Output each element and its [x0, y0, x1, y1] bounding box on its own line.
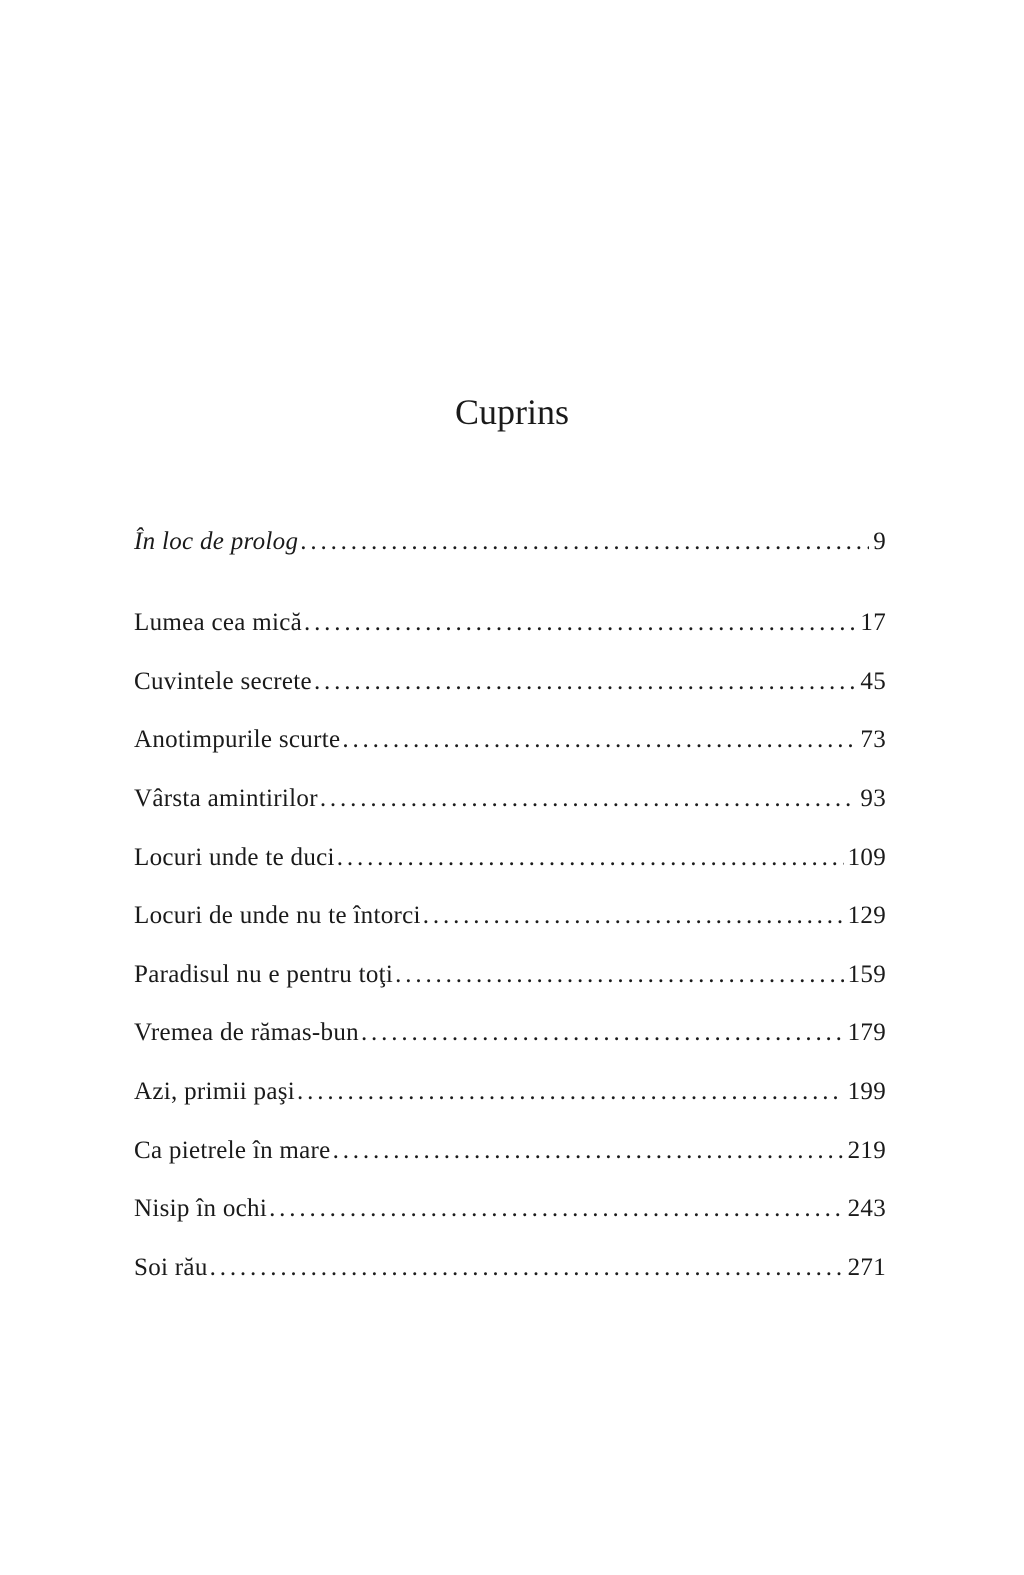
dot-leader: [361, 1015, 844, 1051]
toc-entry-prolog: [134, 524, 886, 560]
dot-leader: [320, 781, 857, 817]
toc-entry-title: Soi rău: [134, 1254, 208, 1281]
dot-leader: [395, 957, 843, 993]
toc-entry: [134, 722, 886, 758]
dot-leader: [423, 898, 844, 934]
toc-entry-title: Nisip în ochi: [134, 1195, 268, 1222]
toc-entry: [134, 1191, 886, 1227]
dot-leader: [342, 722, 856, 758]
toc-entry-page: 9: [873, 528, 886, 555]
dot-leader: [210, 1250, 844, 1286]
toc-entry: [134, 664, 886, 700]
dot-leader: [304, 605, 856, 641]
toc-entry-page: 93: [860, 785, 886, 812]
dot-leader: [314, 664, 856, 700]
toc-entry: [134, 1074, 886, 1110]
dot-leader: [337, 840, 844, 876]
toc-entry-page: 17: [860, 609, 886, 636]
toc-entry-title: Locuri de unde nu te întorci: [134, 902, 421, 929]
dot-leader: [269, 1191, 844, 1227]
toc-entry-page: 159: [847, 961, 886, 988]
page-title: Cuprins: [454, 392, 569, 432]
toc-entry-title: Locuri unde te duci: [134, 844, 335, 871]
toc-entry: [134, 1133, 886, 1169]
toc-entry-page: 219: [847, 1137, 886, 1164]
toc-entry-title: Vârsta amintirilor: [134, 785, 318, 812]
toc-entry-title: Vremea de rămas-bun: [134, 1019, 359, 1046]
toc-entry-page: 129: [847, 902, 886, 929]
toc-entry-page: 179: [847, 1019, 886, 1046]
toc-entry-page: 73: [860, 726, 886, 753]
toc-entry-title: Cuvintele secrete: [134, 668, 312, 695]
toc-entry: [134, 957, 886, 993]
dot-leader: [297, 1074, 844, 1110]
toc-entry-page: 243: [847, 1195, 886, 1222]
toc-entry: [134, 898, 886, 934]
toc-entry: [134, 605, 886, 641]
toc-entry-title: Lumea cea mică: [134, 609, 302, 636]
toc-entry-title: Azi, primii paşi: [134, 1078, 296, 1105]
toc-entry-page: 109: [847, 844, 886, 871]
toc-entry-title: Anotimpurile scurte: [134, 726, 341, 753]
toc-entry-title: Paradisul nu e pentru toţi: [134, 961, 394, 988]
toc-entry: [134, 1250, 886, 1286]
toc-entry-page: 199: [847, 1078, 886, 1105]
toc-entry: [134, 781, 886, 817]
toc-entry-page: 45: [860, 668, 886, 695]
toc-entry-title: Ca pietrele în mare: [134, 1137, 331, 1164]
dot-leader: [333, 1133, 844, 1169]
toc-entry: [134, 1015, 886, 1051]
toc-entry-title: În loc de prolog: [134, 528, 299, 555]
toc-entry-page: 271: [847, 1254, 886, 1281]
toc-entry: [134, 840, 886, 876]
dot-leader: [300, 524, 869, 560]
